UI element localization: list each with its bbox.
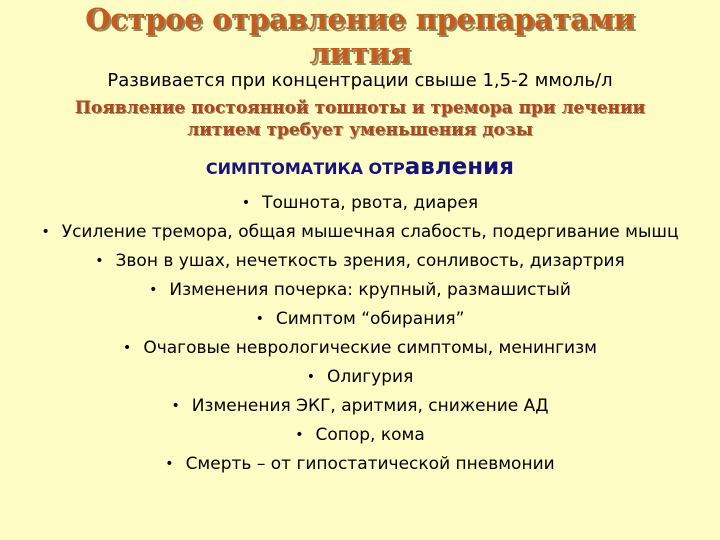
list-item (20, 281, 700, 301)
bullet-icon: • (241, 195, 251, 211)
slide-title: Острое отравление препаратами лития (85, 2, 635, 70)
dose-warning: Появление постоянной тошноты и тремора при лечении литием требует уменьшения дозы (74, 98, 646, 140)
list-item (20, 310, 700, 330)
symptom-text: Очаговые неврологические симптомы, менингизм (143, 338, 597, 358)
list-item (20, 455, 700, 475)
symptom-text: Тошнота, рвота, диарея (262, 193, 479, 213)
section-heading-part1: СИМПТОМАТИКА ОТР (205, 159, 405, 178)
bullet-icon: • (255, 311, 264, 327)
section-heading-part2: авления (404, 154, 515, 180)
bullet-icon: • (123, 340, 132, 356)
list-item (20, 339, 700, 359)
list-item (20, 194, 700, 214)
symptom-text: Смерть – от гипостатической пневмонии (185, 454, 555, 474)
symptom-text: Изменения почерка: крупный, размашистый (169, 280, 571, 300)
bullet-icon: • (165, 456, 174, 472)
list-item (20, 223, 700, 243)
symptom-text: Сопор, кома (315, 425, 425, 445)
bullet-icon: • (149, 282, 158, 298)
symptom-text: Симптом “обирания” (275, 309, 465, 329)
section-heading (0, 154, 720, 180)
concentration-note: Развивается при концентрации свыше 1,5-2 ммоль/л (107, 70, 613, 91)
bullet-icon: • (171, 398, 180, 414)
symptom-text: Звон в ушах, нечеткость зрения, сонливость, дизартрия (115, 251, 625, 271)
symptom-text: Изменения ЭКГ, аритмия, снижение АД (191, 396, 549, 416)
list-item (20, 368, 700, 388)
bullet-icon: • (306, 369, 315, 385)
bullet-icon: • (95, 253, 104, 269)
symptom-text: Усиление тремора, общая мышечная слабость, подергивание мышц (61, 222, 679, 242)
symptom-text: Олигурия (326, 367, 414, 387)
bullet-icon: • (295, 427, 304, 443)
list-item (20, 397, 700, 417)
list-item (20, 252, 700, 272)
list-item (20, 426, 700, 446)
bullet-icon: • (41, 224, 50, 240)
symptom-list (20, 194, 700, 484)
